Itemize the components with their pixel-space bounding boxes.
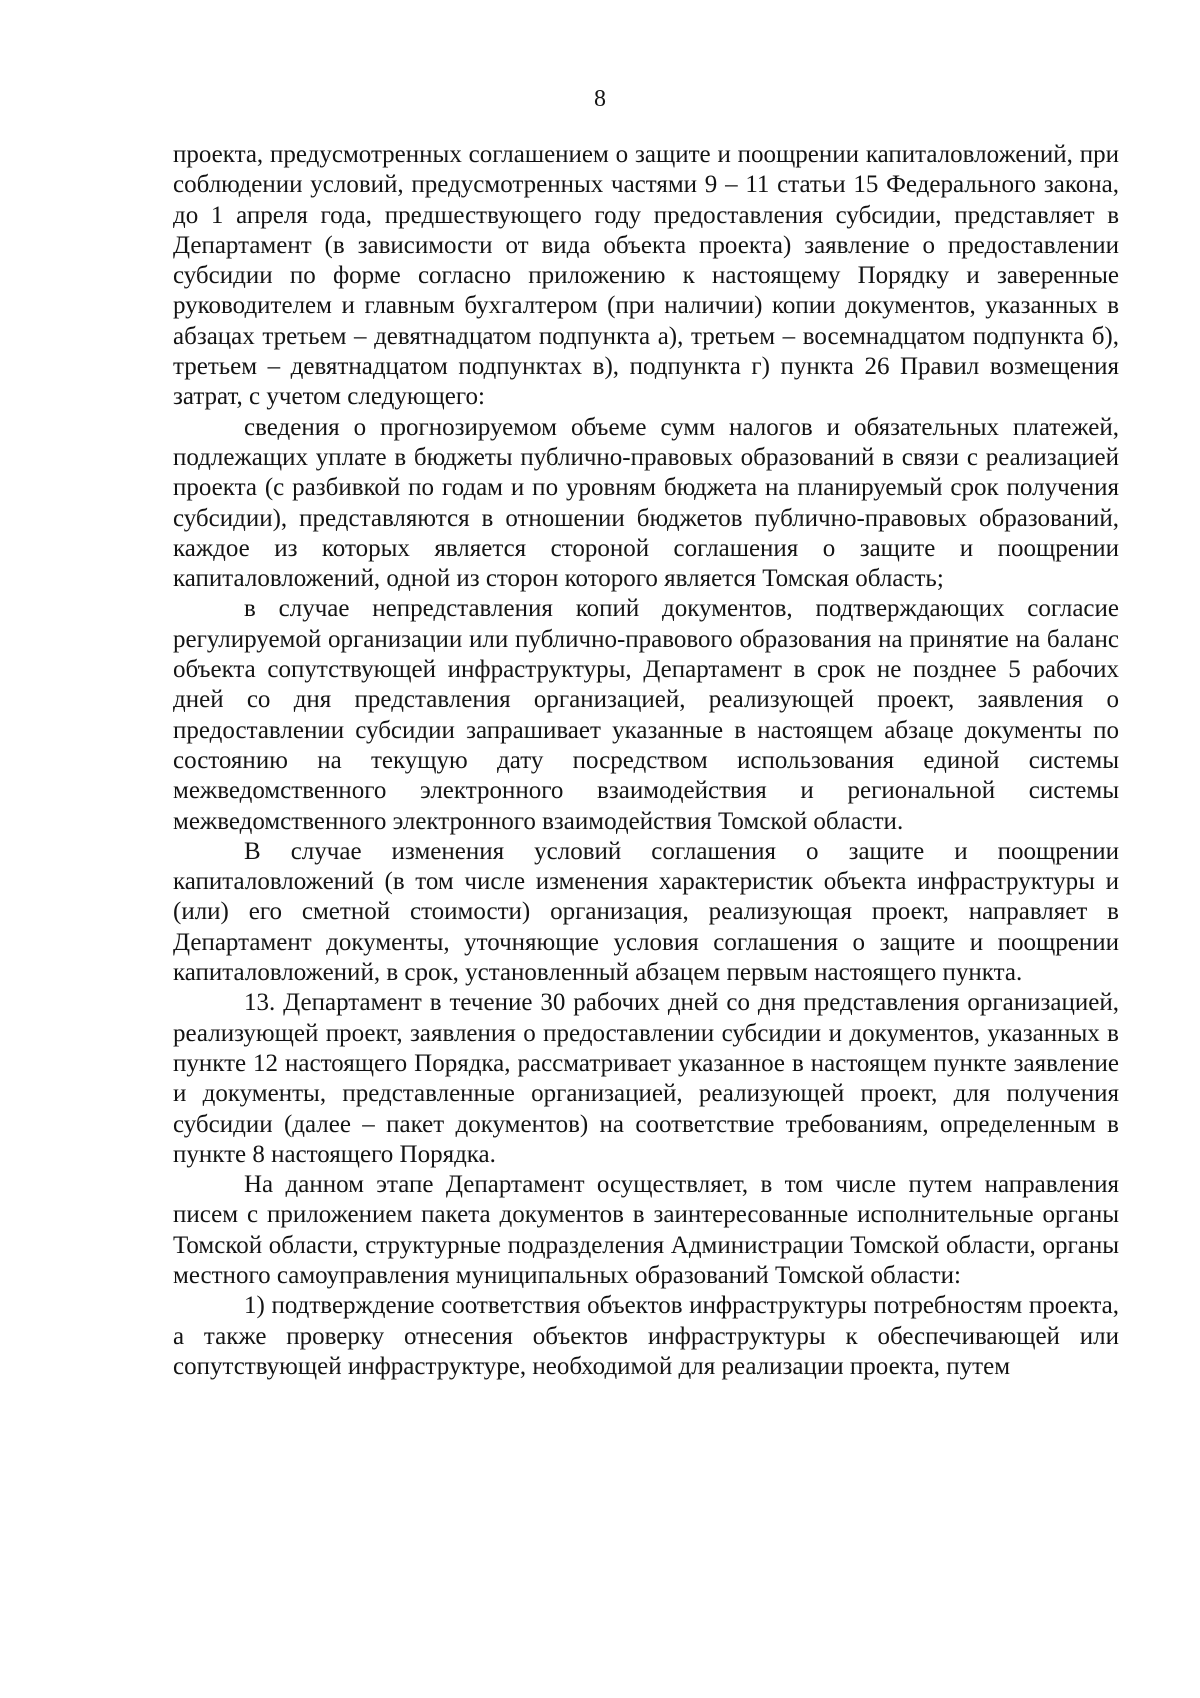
paragraph-department-stage: На данном этапе Департамент осуществляет, в том числе путем направления писем с приложением пакета документов в заинтересованные исполнительные органы Томской области, структурные подразделения Администрации Томской области, органы местного самоуправления муниципальных образований Томской области: xyxy=(173,1171,1119,1289)
paragraph-subitem-1: 1) подтверждение соответствия объектов инфраструктуры потребностям проекта, а также проверку отнесения объектов инфраструктуры к обеспечивающей или сопутствующей инфраструктуре, необходимой для реализации проекта, путем xyxy=(173,1292,1119,1380)
paragraph-continuation: проекта, предусмотренных соглашением о защите и поощрении капиталовложений, при соблюдении условий, предусмотренных частями 9 – 11 статьи 15 Федерального закона, до 1 апреля года, предшествующего году предоставления субсидии, представляет в Департамент (в зависимости от вида объекта проекта) заявление о предоставлении субсидии по форме согласно приложению к настоящему Порядку и заверенные руководителем и главным бухгалтером (при наличии) копии документов, указанных в абзацах третьем – девятнадцатом подпункта а), третьем – восемнадцатом подпункта б), третьем – девятнадцатом подпунктах в), подпункта г) пункта 26 Правил возмещения затрат, с учетом следующего: xyxy=(173,141,1119,411)
page-number: 8 xyxy=(594,86,606,112)
paragraph-agreement-changes: В случае изменения условий соглашения о защите и поощрении капиталовложений (в том числе изменения характеристик объекта инфраструктуры и (или) его сметной стоимости) организация, реализующая проект, направляет в Департамент документы, уточняющие условия соглашения о защите и поощрении капиталовложений, в срок, установленный абзацем первым настоящего пункта. xyxy=(173,837,1119,987)
document-body xyxy=(173,140,1119,1382)
paragraph-missing-documents: в случае непредставления копий документов, подтверждающих согласие регулируемой организации или публично-правового образования на принятие на баланс объекта сопутствующей инфраструктуры, Департамент в срок не позднее 5 рабочих дней со дня представления организацией, реализующей проект, заявления о предоставлении субсидии запрашивает указанные в настоящем абзаце документы по состоянию на текущую дату посредством использования единой системы межведомственного электронного взаимодействия и региональной системы межведомственного электронного взаимодействия Томской области. xyxy=(173,595,1119,835)
paragraph-tax-forecast: сведения о прогнозируемом объеме сумм налогов и обязательных платежей, подлежащих уплате в бюджеты публично-правовых образований в связи с реализацией проекта (с разбивкой по годам и по уровням бюджета на планируемый срок получения субсидии), представляются в отношении бюджетов публично-правовых образований, каждое из которых является стороной соглашения о защите и поощрении капиталовложений, одной из сторон которого является Томская область; xyxy=(173,413,1119,593)
paragraph-item-13: 13. Департамент в течение 30 рабочих дней со дня представления организацией, реализующей проект, заявления о предоставлении субсидии и документов, указанных в пункте 12 настоящего Порядка, рассматривает указанное в настоящем пункте заявление и документы, представленные организацией, реализующей проект, для получения субсидии (далее – пакет документов) на соответствие требованиям, определенным в пункте 8 настоящего Порядка. xyxy=(173,989,1119,1168)
